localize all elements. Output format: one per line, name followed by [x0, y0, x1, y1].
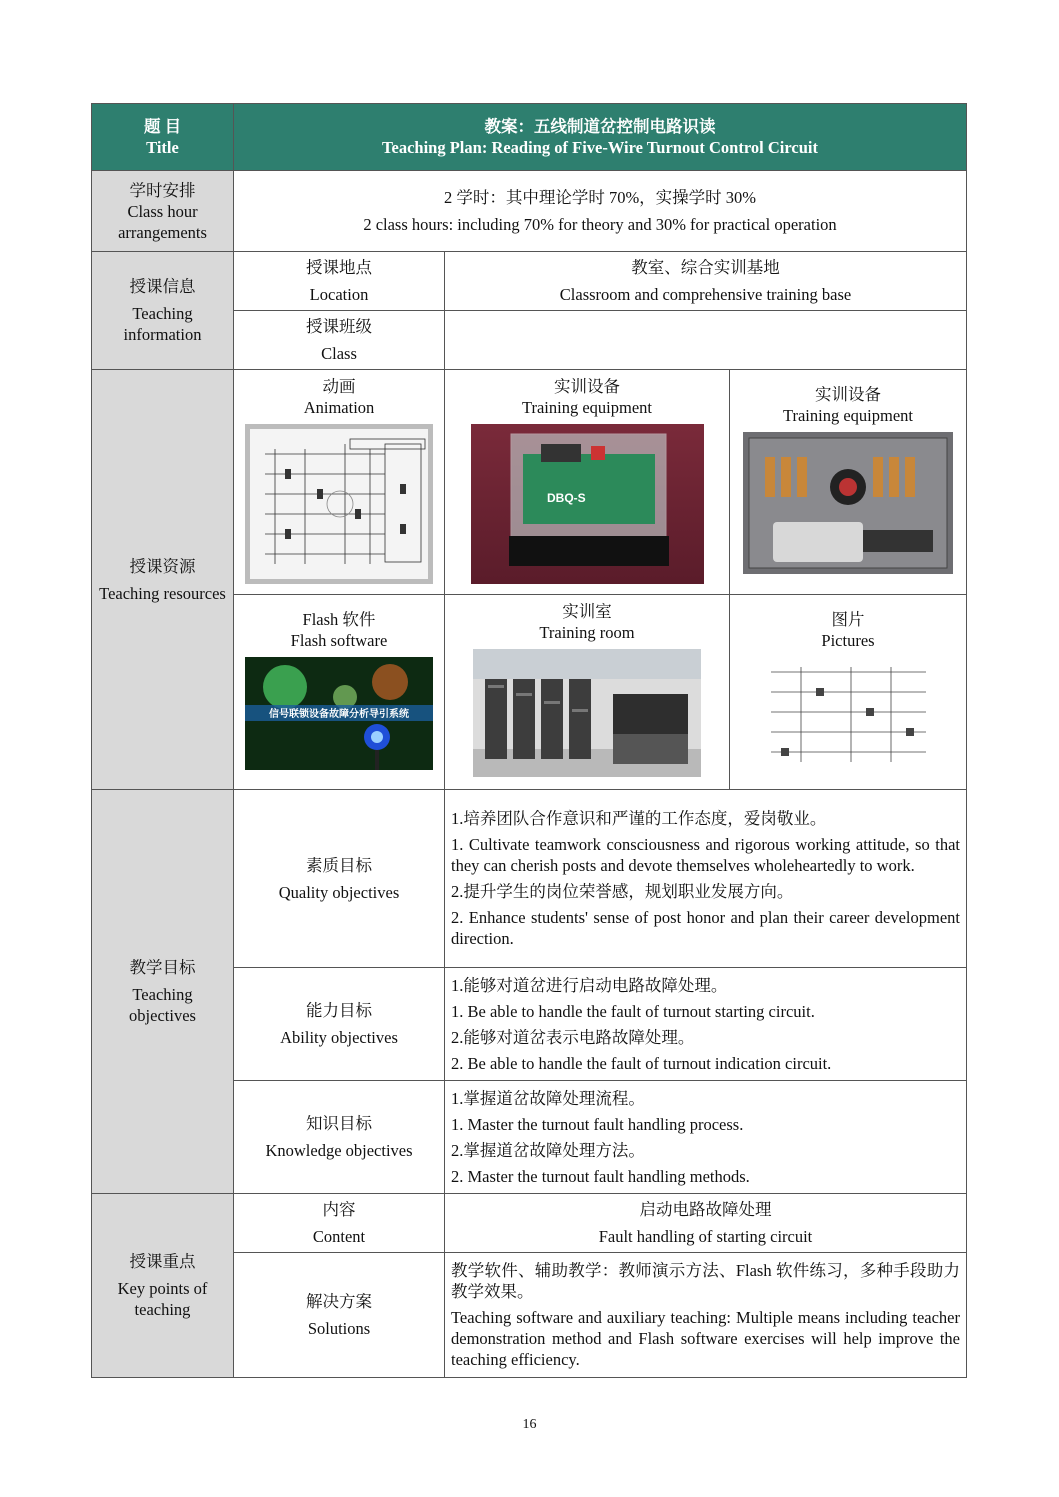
title-row — [92, 104, 967, 171]
resources-row-1 — [92, 370, 967, 595]
key-points-label: 授课重点 Key points of teaching — [92, 1194, 234, 1378]
page-number: 16 — [522, 1417, 537, 1432]
animation-image — [245, 424, 433, 584]
resource-training-equipment-1: 实训设备 Training equipment DBQ-S — [445, 370, 730, 595]
quality-objectives-content: 1.培养团队合作意识和严谨的工作态度，爱岗敬业。 1. Cultivate teamwork consciousness and rigorous working attitude, so that they can cherish posts and devote themselves wholeheartedly to work. 2.提升学生的岗位荣誉感，规划职业发展方向。 2. Enhance students' sense of post honor and plan their career development direction. — [445, 790, 967, 968]
circuit-diagram-image — [761, 657, 936, 775]
knowledge-objectives-content: 1.掌握道岔故障处理流程。 1. Master the turnout fault handling process. 2.掌握道岔故障处理方法。 2. Master the turnout fault handling methods. — [445, 1081, 967, 1194]
training-room-image — [473, 649, 701, 777]
teaching-plan-document — [91, 103, 966, 1378]
ability-objectives-content: 1.能够对道岔进行启动电路故障处理。 1. Be able to handle the fault of turnout starting circuit. 2.能够对道岔表示电路故障处理。 2. Be able to handle the fault of turnout indication circuit. — [445, 968, 967, 1081]
resource-flash-software: Flash 软件 Flash software 信号联锁设备故障分析导引系统 — [234, 595, 445, 790]
solutions-label: 解决方案 Solutions — [234, 1253, 445, 1378]
flash-software-image — [245, 657, 433, 770]
teaching-info-label: 授课信息 Teaching information — [92, 252, 234, 370]
svg-text:信号联锁设备故障分析导引系统: 信号联锁设备故障分析导引系统 — [269, 709, 409, 720]
knowledge-objectives-label: 知识目标 Knowledge objectives — [234, 1081, 445, 1194]
teaching-plan-table — [91, 103, 967, 1378]
resource-training-room: 实训室 Training room — [445, 595, 730, 790]
resources-label: 授课资源 Teaching resources — [92, 370, 234, 790]
solutions-value: 教学软件、辅助教学：教师演示方法、Flash 软件练习，多种手段助力教学效果。 Teaching software and auxiliary teaching: Multiple means including teacher demonstration method and Flash software exercises will help improve the teaching efficiency. — [445, 1253, 967, 1378]
quality-objectives-label: 素质目标 Quality objectives — [234, 790, 445, 968]
ability-objectives-label: 能力目标 Ability objectives — [234, 968, 445, 1081]
resource-animation: 动画 Animation — [234, 370, 445, 595]
svg-text:DBQ-S: DBQ-S — [546, 491, 586, 505]
resource-pictures: 图片 Pictures — [730, 595, 967, 790]
class-hours-value: 2 学时：其中理论学时 70%，实操学时 30% 2 class hours: including 70% for theory and 30% for practical operation — [234, 171, 967, 252]
switch-machine-image — [743, 432, 953, 574]
class-hours-label: 学时安排 Class hour arrangements — [92, 171, 234, 252]
resource-training-equipment-2: 实训设备 Training equipment — [730, 370, 967, 595]
content-row — [92, 1194, 967, 1253]
class-hours-row — [92, 171, 967, 252]
title-label: 题 目 Title — [92, 104, 234, 171]
class-label: 授课班级 Class — [234, 311, 445, 370]
content-label: 内容 Content — [234, 1194, 445, 1253]
location-label: 授课地点 Location — [234, 252, 445, 311]
location-row — [92, 252, 967, 311]
title-value: 教案：五线制道岔控制电路识读 Teaching Plan: Reading of Five-Wire Turnout Control Circuit — [234, 104, 967, 171]
class-value — [445, 311, 967, 370]
objectives-label: 教学目标 Teaching objectives — [92, 790, 234, 1194]
location-value: 教室、综合实训基地 Classroom and comprehensive training base — [445, 252, 967, 311]
quality-objectives-row — [92, 790, 967, 968]
relay-device-image — [471, 424, 704, 584]
content-value: 启动电路故障处理 Fault handling of starting circuit — [445, 1194, 967, 1253]
